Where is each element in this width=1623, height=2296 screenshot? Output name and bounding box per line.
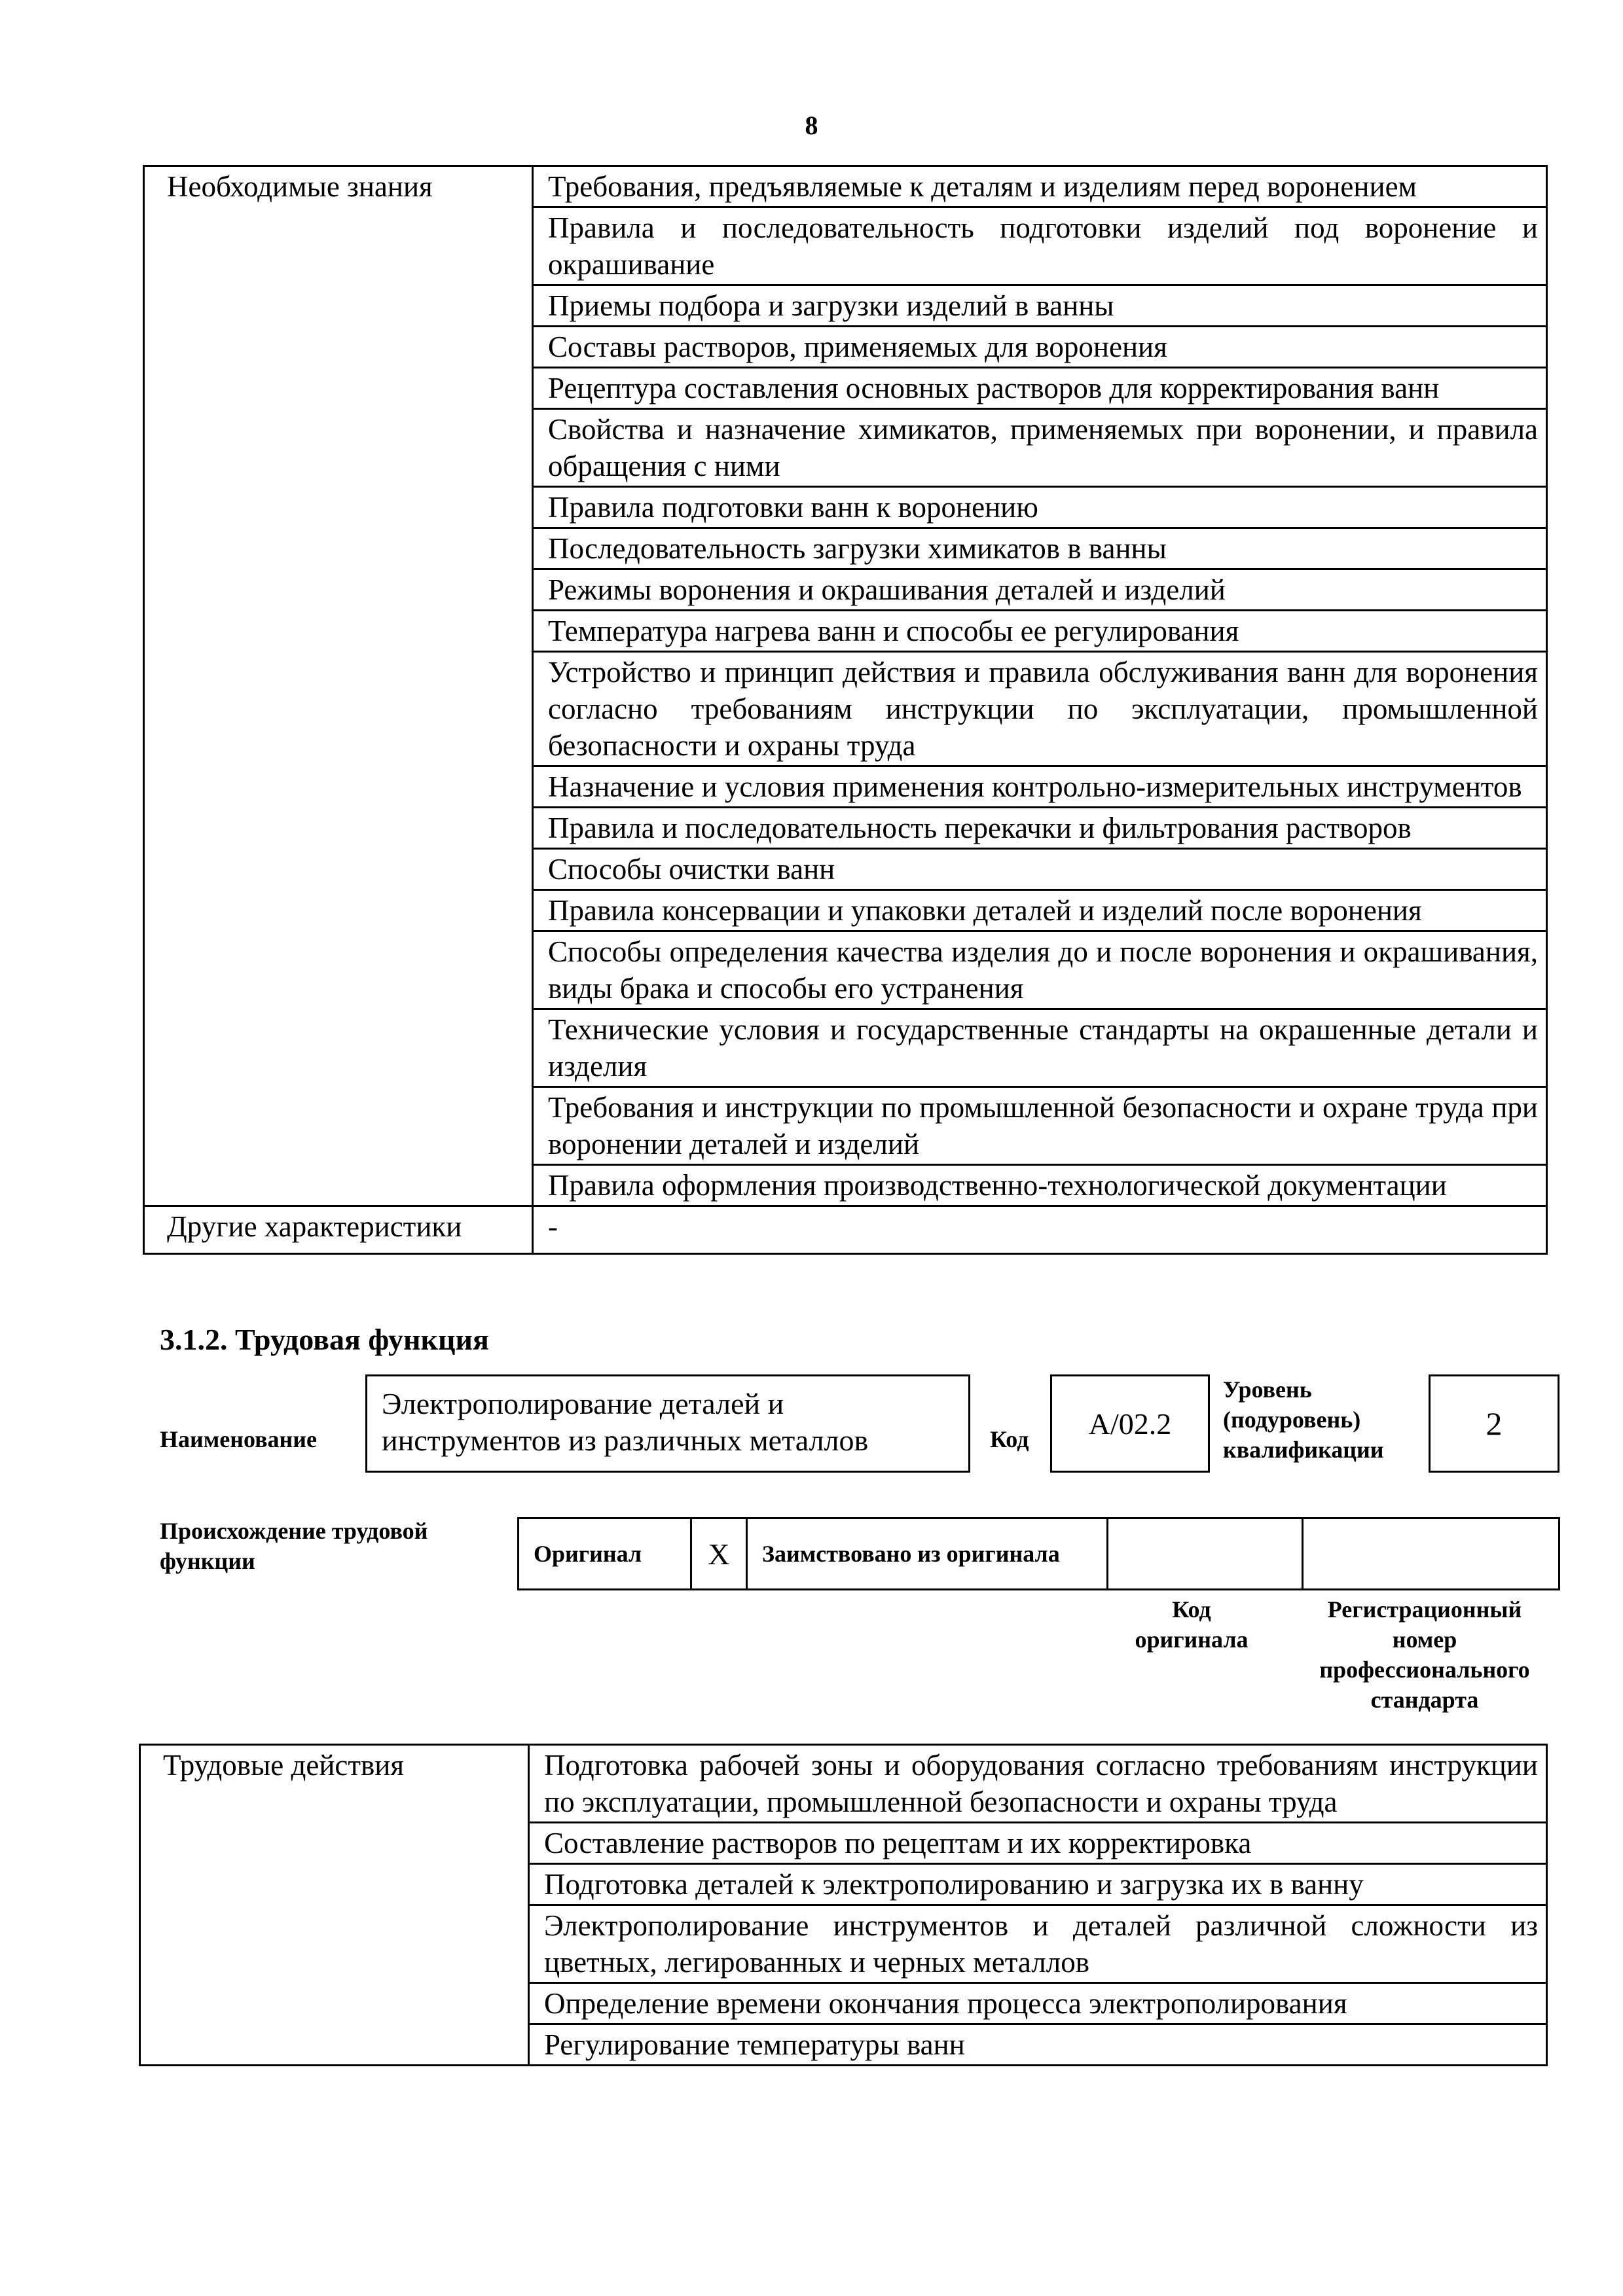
code-box bbox=[1050, 1374, 1210, 1473]
action-row-item: Подготовка рабочей зоны и оборудования согласно требованиям инструкции по эксплуатации, промышленной безопасности и охраны труда bbox=[529, 1745, 1547, 1823]
origin-row bbox=[519, 1518, 1559, 1590]
other-characteristics-value: - bbox=[533, 1206, 1547, 1254]
name-label: Наименование bbox=[160, 1426, 317, 1452]
page-number: 8 bbox=[805, 111, 818, 140]
knowledge-row-item: Приемы подбора и загрузки изделий в ванны bbox=[533, 285, 1547, 327]
knowledge-row-item: Назначение и условия применения контрольно-измерительных инструментов bbox=[533, 766, 1547, 808]
knowledge-row-item: Рецептура составления основных растворов для корректирования ванн bbox=[533, 368, 1547, 409]
knowledge-row-item: Правила и последовательность перекачки и фильтрования растворов bbox=[533, 808, 1547, 849]
action-row-item: Подготовка деталей к электрополированию и загрузка их в ванну bbox=[529, 1864, 1547, 1905]
knowledge-row-item: Способы определения качества изделия до и после воронения и окрашивания, виды брака и способы его устранения bbox=[533, 931, 1547, 1009]
registration-number-cell bbox=[1303, 1518, 1559, 1590]
knowledge-row-label: Необходимые знания bbox=[144, 166, 533, 1206]
knowledge-table-body bbox=[144, 166, 1547, 1254]
original-mark: X bbox=[691, 1518, 747, 1590]
origin-table bbox=[517, 1517, 1560, 1590]
knowledge-row-item: Свойства и назначение химикатов, применяемых при воронении, и правила обращения с ними bbox=[533, 409, 1547, 487]
registration-caption: Регистрационный номер профессионального стандарта bbox=[1319, 1596, 1530, 1713]
code-value: А/02.2 bbox=[1088, 1407, 1172, 1441]
code-caption: Код оригинала bbox=[1135, 1596, 1249, 1653]
action-row-item: Составление растворов по рецептам и их корректировка bbox=[529, 1823, 1547, 1864]
knowledge-row-item: Правила консервации и упаковки деталей и изделий после воронения bbox=[533, 890, 1547, 931]
code-label: Код bbox=[990, 1426, 1029, 1452]
action-row-label: Трудовые действия bbox=[140, 1745, 529, 2066]
knowledge-row-item: Способы очистки ванн bbox=[533, 849, 1547, 890]
knowledge-row-item: Режимы воронения и окрашивания деталей и изделий bbox=[533, 569, 1547, 611]
action-row-item: Регулирование температуры ванн bbox=[529, 2024, 1547, 2066]
knowledge-table bbox=[143, 165, 1548, 1255]
knowledge-row bbox=[144, 166, 1547, 207]
knowledge-row-item: Последовательность загрузки химикатов в ванны bbox=[533, 528, 1547, 569]
function-name-value: Электрополирование деталей и инструментов из различных металлов bbox=[382, 1387, 869, 1457]
knowledge-row-item: Правила подготовки ванн к воронению bbox=[533, 487, 1547, 528]
origin-label: Происхождение трудовой функции bbox=[160, 1518, 428, 1574]
knowledge-row-item: Правила и последовательность подготовки изделий под воронение и окрашивание bbox=[533, 207, 1547, 285]
borrowed-label: Заимствовано из оригинала bbox=[747, 1518, 1108, 1590]
function-name-box bbox=[365, 1374, 970, 1473]
knowledge-row-item: Требования, предъявляемые к деталям и изделиям перед воронением bbox=[533, 166, 1547, 207]
knowledge-row-item: Правила оформления производственно-технологической документации bbox=[533, 1165, 1547, 1206]
other-characteristics-row bbox=[144, 1206, 1547, 1254]
other-characteristics-label: Другие характеристики bbox=[144, 1206, 533, 1254]
action-row bbox=[140, 1745, 1547, 1823]
level-value: 2 bbox=[1486, 1405, 1503, 1442]
knowledge-row-item: Устройство и принцип действия и правила обслуживания ванн для воронения согласно требованиям инструкции по эксплуатации, промышленной безопасности и охраны труда bbox=[533, 652, 1547, 766]
knowledge-row-item: Температура нагрева ванн и способы ее регулирования bbox=[533, 611, 1547, 652]
actions-table bbox=[139, 1744, 1548, 2066]
section-heading: 3.1.2. Трудовая функция bbox=[160, 1323, 489, 1356]
actions-table-body bbox=[140, 1745, 1547, 2066]
level-box bbox=[1429, 1374, 1559, 1473]
original-label: Оригинал bbox=[519, 1518, 691, 1590]
knowledge-row-item: Требования и инструкции по промышленной безопасности и охране труда при воронении деталей и изделий bbox=[533, 1087, 1547, 1165]
knowledge-row-item: Технические условия и государственные стандарты на окрашенные детали и изделия bbox=[533, 1009, 1547, 1087]
level-label: Уровень (подуровень) квалификации bbox=[1223, 1376, 1384, 1463]
action-row-item: Определение времени окончания процесса электрополирования bbox=[529, 1983, 1547, 2024]
knowledge-row-item: Составы растворов, применяемых для воронения bbox=[533, 327, 1547, 368]
original-code-cell bbox=[1108, 1518, 1303, 1590]
action-row-item: Электрополирование инструментов и деталей различной сложности из цветных, легированных и черных металлов bbox=[529, 1905, 1547, 1983]
